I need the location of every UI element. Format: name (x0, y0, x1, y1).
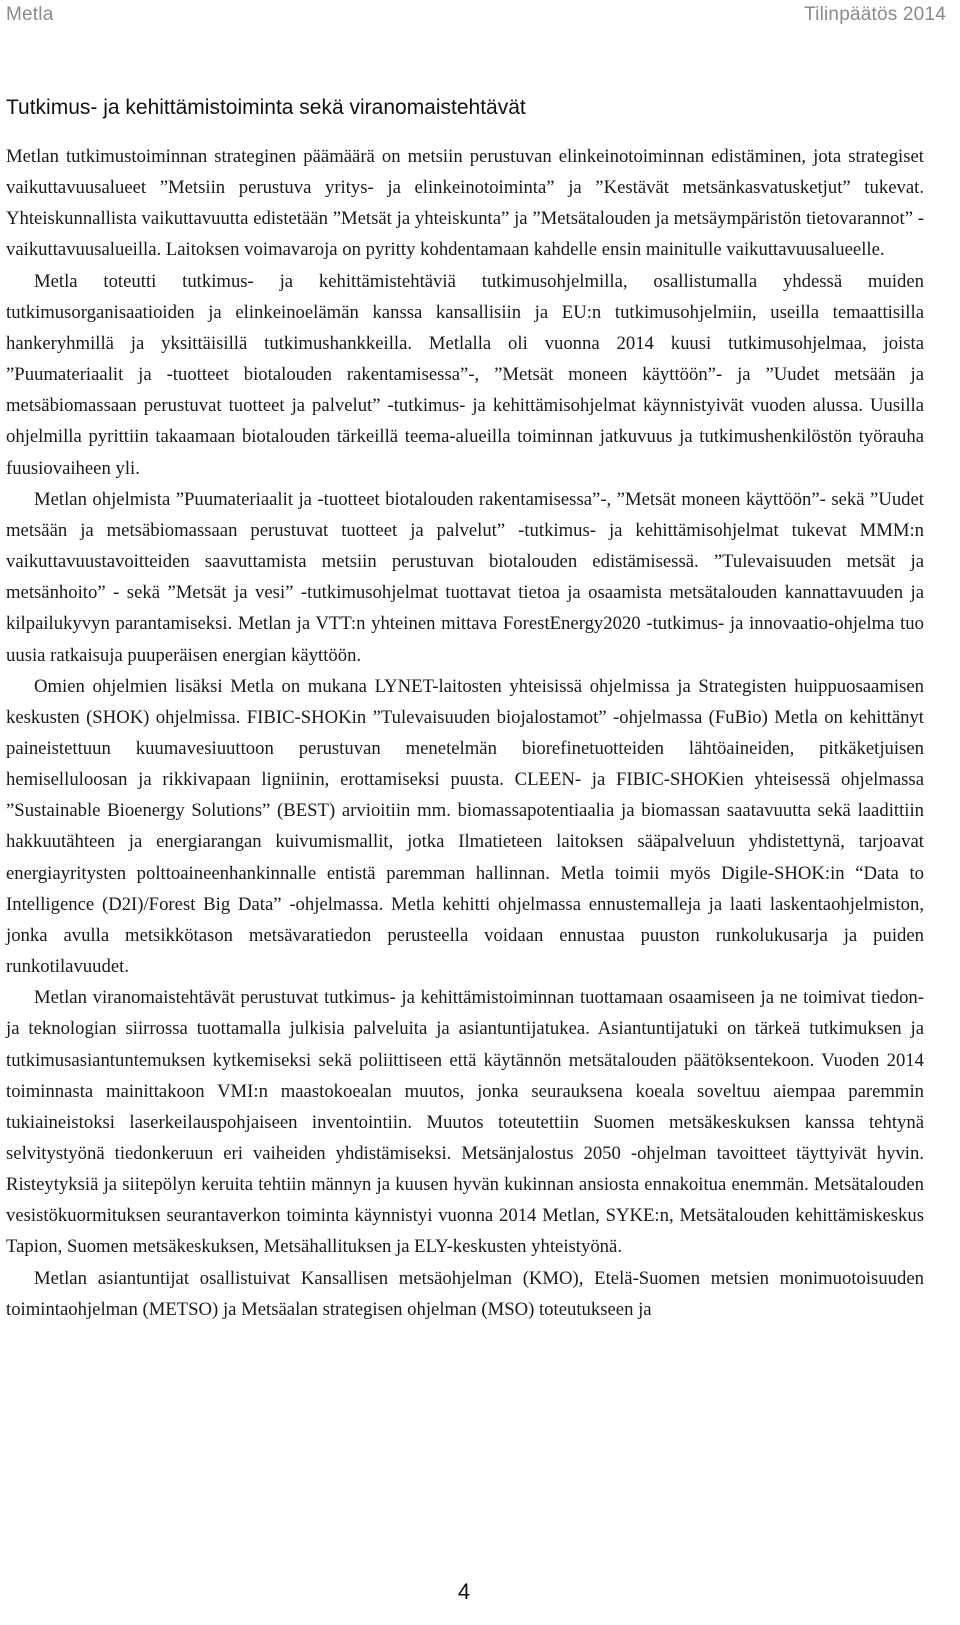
section-title: Tutkimus- ja kehittämistoiminta sekä viranomaistehtävät (6, 96, 526, 119)
paragraph-2: Metla toteutti tutkimus- ja kehittämistehtäviä tutkimusohjelmilla, osallistumalla yhdessä muiden tutkimusorganisaatioiden ja elinkeinoelämän kanssa kansallisiin ja EU:n tutkimusohjelmiin, useilla temaattisilla hankeryhmillä ja yksittäisillä tutkimushankkeilla. Metlalla oli vuonna 2014 kuusi tutkimusohjelmaa, joista ”Puumateriaalit ja -tuotteet biotalouden rakentamisessa”-, ”Metsät moneen käyttöön”- ja ”Uudet metsään ja metsäbiomassaan perustuvat tuotteet ja palvelut” -tutkimus- ja kehittämisohjelmat käynnistyivät vuoden alussa. Uusilla ohjelmilla pyrittiin takaamaan biotalouden tärkeillä teema-alueilla toiminnan jatkuvuus ja tutkimushenkilöstön työrauha fuusiovaiheen yli. (6, 270, 924, 479)
paragraph-4: Omien ohjelmien lisäksi Metla on mukana LYNET-laitosten yhteisissä ohjelmissa ja Strategisten huippuosaamisen keskusten (SHOK) ohjelmissa. FIBIC-SHOKin ”Tulevaisuuden biojalostamot” -ohjelmassa (FuBio) Metla on kehittänyt paineistettuun kuumavesiuuttoon perustuvan menetelmän biorefinetuotteiden lähtöaineiden, pitkäketjuisen hemiselluloosan ja rikkivapaan ligniinin, erottamiseksi puusta. CLEEN- ja FIBIC-SHOKien yhteisessä ohjelmassa ”Sustainable Bioenergy Solutions” (BEST) arvioitiin mm. biomassapotentiaalia ja biomassan saatavuutta sekä laadittiin hakkuutähteen ja energiarangan kuivumismallit, jotka Ilmatieteen laitoksen sääpalveluun yhdistettynä, tarjoavat energiayritysten polttoaineenhankinnalle entistä paremman hallinnan. Metla toimii myös Digile-SHOK:in “Data to Intelligence (D2I)/Forest Big Data” -ohjelmassa. Metla kehitti ohjelmassa ennustemalleja ja laati laskentaohjelmiston, jonka avulla metsikkötason metsävaratiedon perusteella voidaan ennustaa puuston runkolukusarja ja puiden runkotilavuudet. (6, 675, 924, 978)
page-header (0, 0, 960, 40)
page-number: 4 (457, 1579, 471, 1604)
paragraph-1: Metlan tutkimustoiminnan strateginen päämäärä on metsiin perustuvan elinkeinotoiminnan edistäminen, jota strategiset vaikuttavuusalueet ”Metsiin perustuva yritys- ja elinkeinotoiminta” ja ”Kestävät metsänkasvatusketjut” tukevat. Yhteiskunnallista vaikuttavuutta edistetään ”Metsät ja yhteiskunta” ja ”Metsätalouden ja metsäympäristön tietovarannot” -vaikuttavuusalueilla. Laitoksen voimavaroja on pyritty kohdentamaan kahdelle ensin mainitulle vaikuttavuusalueelle. (6, 146, 924, 261)
body-text (6, 141, 924, 1325)
header-document-title: Tilinpäätös 2014 (804, 4, 946, 25)
paragraph-5: Metlan viranomaistehtävät perustuvat tutkimus- ja kehittämistoiminnan tuottamaan osaamiseen ja ne toimivat tiedon- ja teknologian siirrossa tuottamalla julkisia palveluita ja asiantuntijatukea. Asiantuntijatuki on tärkeä tutkimuksen ja tutkimusasiantuntemuksen kytkemiseksi sekä poliittiseen että käytännön metsätalouden päätöksentekoon. Vuoden 2014 toiminnasta mainittakoon VMI:n maastokoealan muutos, jonka seurauksena koeala soveltuu aiempaa paremmin tukiaineistoksi laserkeilauspohjaiseen inventointiin. Muutos toteutettiin Suomen metsäkeskuksen kanssa tehtynä selvitystyönä tiedonkeruun eri vaiheiden yhdistämiseksi. Metsänjalostus 2050 -ohjelman tavoitteet täyttyivät hyvin. Risteytyksiä ja siitepölyn keruita tehtiin männyn ja kuusen hyvän kukinnan ansiosta ennakoitua enemmän. Metsätalouden vesistökuormituksen seurantaverkon toiminta käynnistyi vuonna 2014 Metlan, SYKE:n, Metsätalouden kehittämiskeskus Tapion, Suomen metsäkeskuksen, Metsähallituksen ja ELY-keskusten yhteistyönä. (6, 987, 924, 1258)
header-organization: Metla (6, 4, 54, 25)
paragraph-3: Metlan ohjelmista ”Puumateriaalit ja -tuotteet biotalouden rakentamisessa”-, ”Metsät moneen käyttöön”- sekä ”Uudet metsään ja metsäbiomassaan perustuvat tuotteet ja palvelut” -tutkimus- ja kehittämisohjelmat tukevat MMM:n vaikuttavuustavoitteiden saavuttamista metsiin perustuvan biotalouden edistämisessä. ”Tulevaisuuden metsät ja metsänhoito” - sekä ”Metsät ja vesi” -tutkimusohjelmat tuottavat tietoa ja osaamista metsätalouden kannattavuuden ja kilpailukyvyn parantamiseksi. Metlan ja VTT:n yhteinen mittava ForestEnergy2020 -tutkimus- ja innovaatio-ohjelma tuo uusia ratkaisuja puuperäisen energian käyttöön. (6, 488, 924, 666)
paragraph-6: Metlan asiantuntijat osallistuivat Kansallisen metsäohjelman (KMO), Etelä-Suomen metsien monimuotoisuuden toimintaohjelman (METSO) ja Metsäalan strategisen ohjelman (MSO) toteutukseen ja (6, 1267, 924, 1320)
